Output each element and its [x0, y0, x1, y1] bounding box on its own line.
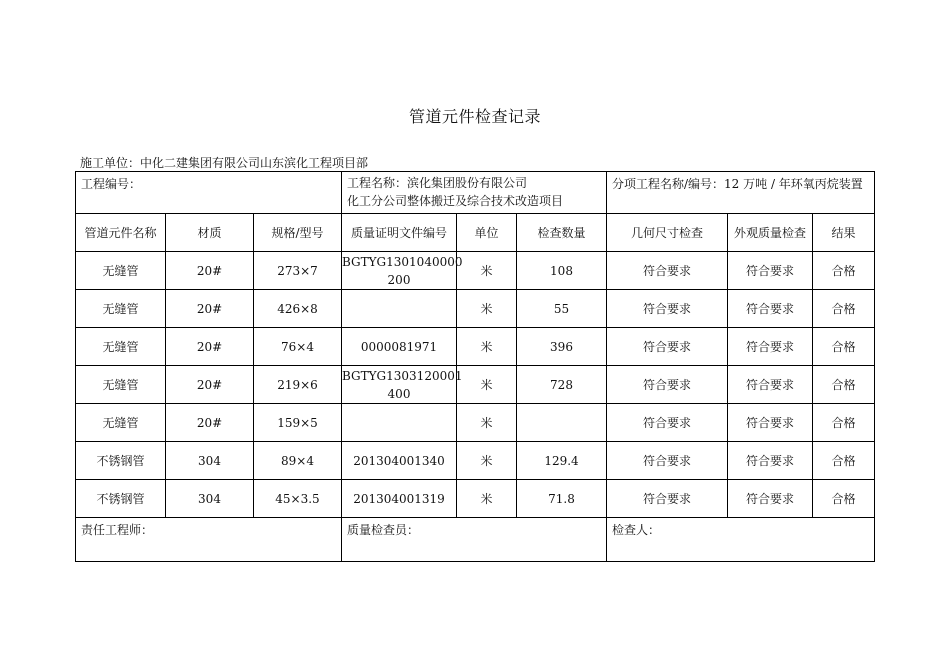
certificate-number	[342, 252, 463, 290]
spec: 159×5	[254, 404, 342, 442]
certificate-number	[342, 404, 457, 442]
material: 20#	[166, 290, 254, 328]
unit: 米	[457, 328, 517, 366]
geometry-check: 符合要求	[607, 404, 728, 442]
unit: 米	[457, 480, 517, 518]
certificate-line1: BGTYG1303120001	[342, 368, 463, 383]
spec: 273×7	[254, 252, 342, 290]
certificate-line2: 400	[387, 386, 411, 401]
certificate-number: 0000081971	[342, 328, 457, 366]
geometry-check: 符合要求	[607, 328, 728, 366]
geometry-check: 符合要求	[607, 252, 728, 290]
quantity: 55	[517, 290, 607, 328]
header-cell: 外观质量检查	[728, 214, 813, 252]
certificate-line1: BGTYG1301040000	[342, 254, 463, 269]
certificate-number: 201304001340	[342, 442, 457, 480]
project-name-line2: 化工分公司整体搬迁及综合技术改造项目	[347, 194, 564, 208]
project-number-label: 工程编号：	[81, 177, 142, 191]
certificate-number: 201304001319	[342, 480, 457, 518]
table-row	[76, 290, 875, 328]
certificate-number	[342, 366, 463, 404]
spec: 89×4	[254, 442, 342, 480]
component-name: 无缝管	[76, 328, 166, 366]
material: 20#	[166, 252, 254, 290]
quantity: 129.4	[517, 442, 607, 480]
header-row	[76, 214, 875, 252]
component-name: 不锈钢管	[76, 480, 166, 518]
geometry-check: 符合要求	[607, 290, 728, 328]
material: 20#	[166, 366, 254, 404]
header-cell: 材质	[166, 214, 254, 252]
header-cell: 规格/型号	[254, 214, 342, 252]
engineer-label: 责任工程师：	[81, 523, 154, 537]
spec: 426×8	[254, 290, 342, 328]
document-title: 管道元件检查记录	[408, 107, 541, 126]
unit: 米	[457, 442, 517, 480]
table-row	[76, 366, 875, 404]
unit: 米	[457, 290, 517, 328]
component-name: 无缝管	[76, 404, 166, 442]
appearance-check: 符合要求	[728, 404, 813, 442]
spec: 45×3.5	[254, 480, 342, 518]
header-cell: 结果	[813, 214, 875, 252]
result: 合格	[813, 480, 875, 518]
component-name: 无缝管	[76, 366, 166, 404]
table-row	[76, 480, 875, 518]
material: 20#	[166, 328, 254, 366]
appearance-check: 符合要求	[728, 328, 813, 366]
appearance-check: 符合要求	[728, 480, 813, 518]
checker-cell	[607, 518, 875, 562]
inspector-cell	[342, 518, 607, 562]
result: 合格	[813, 252, 875, 290]
component-name: 无缝管	[76, 252, 166, 290]
table-row	[76, 442, 875, 480]
geometry-check: 符合要求	[607, 442, 728, 480]
material: 20#	[166, 404, 254, 442]
checker-label: 检查人：	[612, 523, 661, 537]
geometry-check: 符合要求	[607, 366, 728, 404]
inspector-label: 质量检查员：	[347, 523, 420, 537]
material: 304	[166, 442, 254, 480]
unit: 米	[457, 252, 517, 290]
engineer-cell	[76, 518, 342, 562]
component-name: 无缝管	[76, 290, 166, 328]
spec: 219×6	[254, 366, 342, 404]
unit: 米	[457, 366, 517, 404]
inspection-table	[75, 171, 875, 562]
appearance-check: 符合要求	[728, 252, 813, 290]
construction-unit: 施工单位：中化二建集团有限公司山东滨化工程项目部	[80, 156, 369, 170]
quantity: 728	[517, 366, 607, 404]
component-name: 不锈钢管	[76, 442, 166, 480]
sub-project-label: 分项工程名称/编号：12 万吨 / 年环氧丙烷装置	[612, 177, 863, 191]
result: 合格	[813, 328, 875, 366]
unit: 米	[457, 404, 517, 442]
table-row	[76, 252, 875, 290]
material: 304	[166, 480, 254, 518]
appearance-check: 符合要求	[728, 366, 813, 404]
certificate-line2: 200	[387, 272, 411, 287]
project-name-cell	[342, 172, 607, 214]
header-cell: 单位	[457, 214, 517, 252]
info-row	[76, 172, 875, 214]
table-row	[76, 328, 875, 366]
header-cell: 质量证明文件编号	[342, 214, 457, 252]
header-cell: 几何尺寸检查	[607, 214, 728, 252]
appearance-check: 符合要求	[728, 442, 813, 480]
result: 合格	[813, 366, 875, 404]
project-number-cell	[76, 172, 342, 214]
quantity	[517, 404, 607, 442]
table-row	[76, 404, 875, 442]
sub-project-cell	[607, 172, 875, 214]
spec: 76×4	[254, 328, 342, 366]
header-cell: 管道元件名称	[76, 214, 166, 252]
quantity: 396	[517, 328, 607, 366]
project-name-line1: 工程名称：滨化集团股份有限公司	[347, 176, 528, 190]
geometry-check: 符合要求	[607, 480, 728, 518]
appearance-check: 符合要求	[728, 290, 813, 328]
certificate-number	[342, 290, 457, 328]
result: 合格	[813, 290, 875, 328]
result: 合格	[813, 442, 875, 480]
quantity: 71.8	[517, 480, 607, 518]
header-cell: 检查数量	[517, 214, 607, 252]
signature-row	[76, 518, 875, 562]
quantity: 108	[517, 252, 607, 290]
result: 合格	[813, 404, 875, 442]
